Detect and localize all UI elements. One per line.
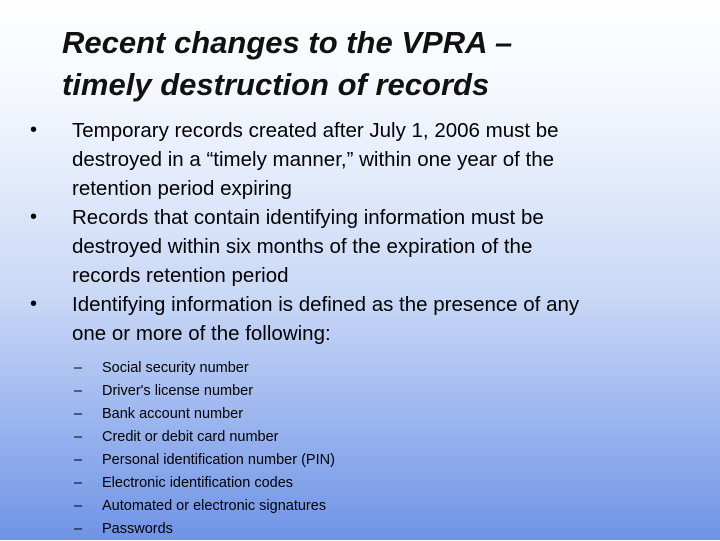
dash-marker: – [74,429,83,445]
sub-item-pin [74,449,335,472]
bullet-marker: • [30,206,38,228]
bullet-item-identifying-definition [30,290,700,348]
slide-title-line-1: Recent changes to the VPRA – [62,25,513,60]
bullet-text [72,203,700,290]
sub-item-card-number [74,426,335,449]
sub-item-signatures [74,495,335,518]
dash-marker: – [74,360,83,376]
dash-marker: – [74,452,83,468]
identifying-information-list [74,357,335,541]
dash-marker: – [74,406,83,422]
sub-item-passwords [74,518,335,541]
dash-marker: – [74,475,83,491]
bullet-marker: • [30,293,38,315]
sub-item-bank-account [74,403,335,426]
sub-item-label: Driver's license number [102,383,254,399]
sub-item-ssn [74,357,335,380]
sub-item-label: Social security number [102,360,249,376]
bullet-item-temporary-records [30,116,700,203]
dash-marker: – [74,383,83,399]
sub-item-label: Passwords [102,521,173,537]
sub-item-label: Bank account number [102,406,244,422]
bullet-text [72,116,700,203]
bullet-line: retention period expiring [72,177,292,200]
bullet-item-identifying-records [30,203,700,290]
sub-item-label: Personal identification number (PIN) [102,452,335,468]
bullet-line: Identifying information is defined as the presence of any [72,293,580,316]
bullet-line: Temporary records created after July 1, 2006 must be [72,119,559,142]
sub-item-label: Electronic identification codes [102,475,294,491]
slide-title [62,22,702,106]
dash-marker: – [74,498,83,514]
sub-item-label: Automated or electronic signatures [102,498,327,514]
dash-marker: – [74,521,83,537]
bullet-marker: • [30,119,38,141]
bullet-line: Records that contain identifying information must be [72,206,544,229]
bullet-line: records retention period [72,264,289,287]
sub-item-electronic-codes [74,472,335,495]
sub-item-drivers-license [74,380,335,403]
bullet-line: one or more of the following: [72,322,331,345]
bullet-line: destroyed in a “timely manner,” within one year of the [72,148,554,171]
sub-item-label: Credit or debit card number [102,429,279,445]
slide-title-line-2: timely destruction of records [62,67,490,102]
bullet-list [30,116,700,348]
bullet-line: destroyed within six months of the expiration of the [72,235,533,258]
bullet-text [72,290,700,348]
